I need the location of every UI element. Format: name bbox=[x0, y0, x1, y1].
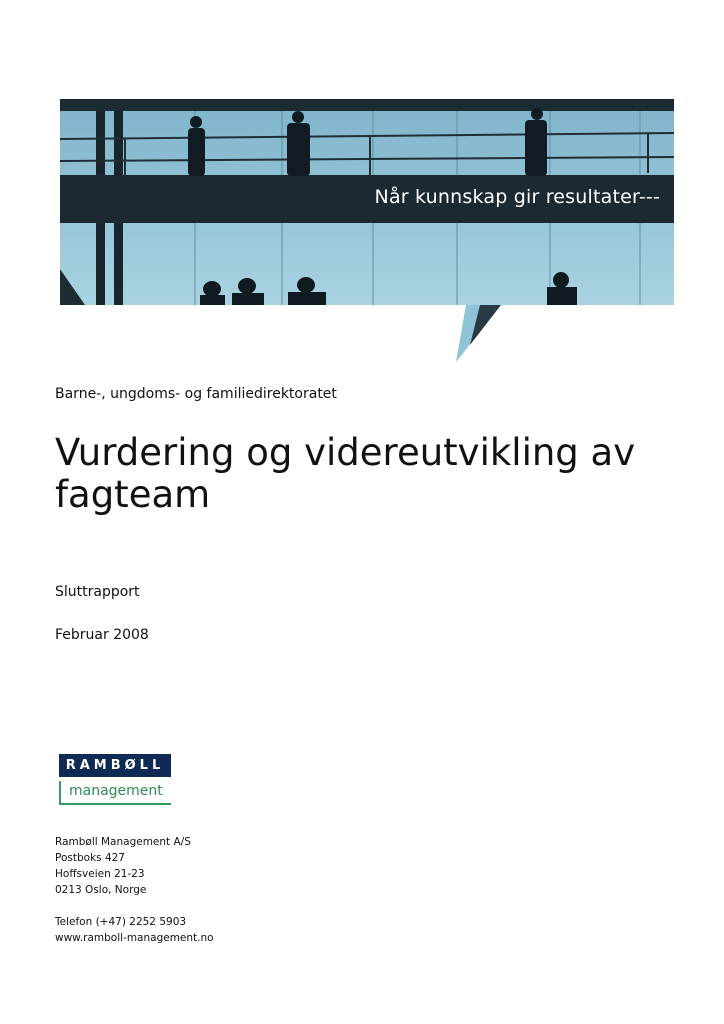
document-date: Februar 2008 bbox=[55, 627, 149, 643]
ramboll-logo bbox=[59, 754, 173, 806]
contact-phone: Telefon (+47) 2252 5903 bbox=[55, 916, 187, 928]
organization-name: Barne-, ungdoms- og familiedirektoratet bbox=[55, 386, 337, 402]
hero-photo bbox=[60, 99, 674, 305]
contact-website: www.ramboll-management.no bbox=[55, 932, 214, 944]
tagline: Når kunnskap gir resultater--- bbox=[374, 186, 660, 208]
contact-city: 0213 Oslo, Norge bbox=[55, 884, 147, 896]
contact-company: Rambøll Management A/S bbox=[55, 836, 191, 848]
document-subtitle: Sluttrapport bbox=[55, 584, 140, 600]
contact-street: Hoffsveien 21-23 bbox=[55, 868, 145, 880]
contact-po-box: Postboks 427 bbox=[55, 852, 125, 864]
logo-sub: management bbox=[59, 781, 171, 805]
document-title: Vurdering og videreutvikling av fagteam bbox=[55, 431, 636, 516]
logo-brand: RAMBØLL bbox=[59, 754, 171, 777]
